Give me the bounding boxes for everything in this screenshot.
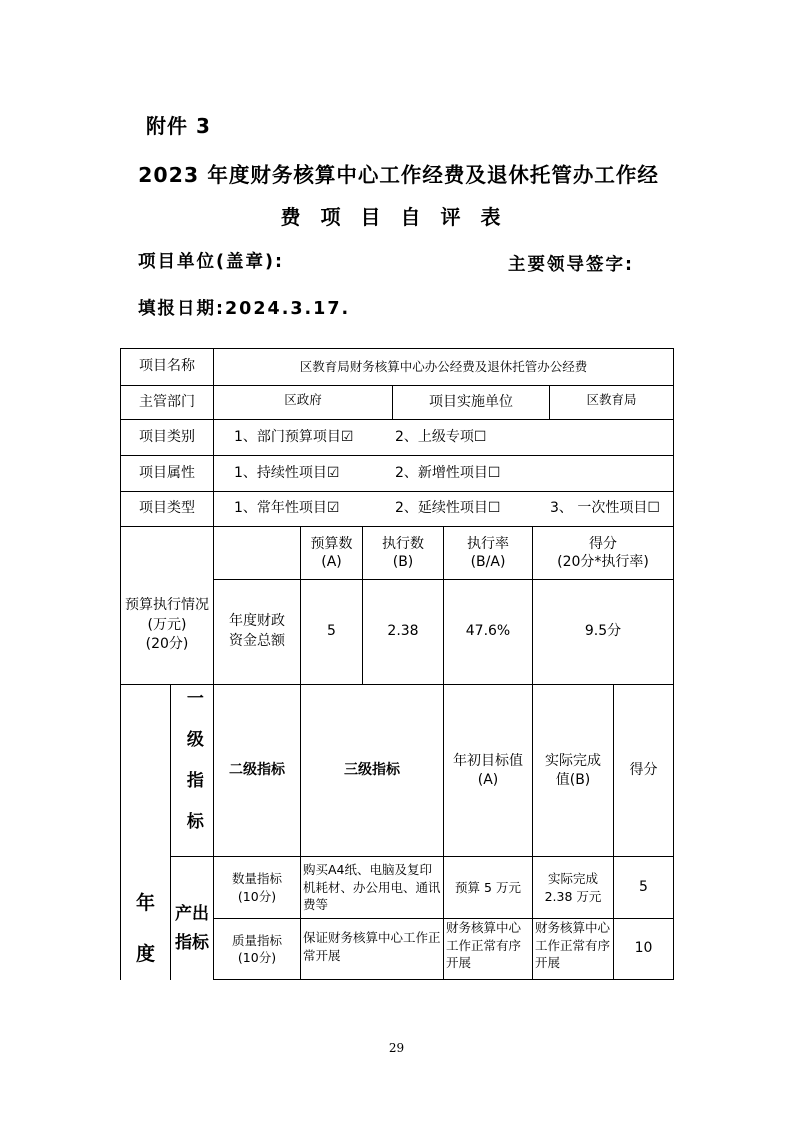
- col-rate-header: 执行率 (B/A): [467, 535, 509, 570]
- impl-unit-label: 项目实施单位: [429, 393, 513, 410]
- unit-label: 项目单位(盖章):: [138, 252, 284, 272]
- project-name-value: 区教育局财务核算中心办公经费及退休托管办公经费: [299, 359, 588, 375]
- dept-value: 区政府: [284, 392, 322, 407]
- quality-score: 10: [634, 940, 653, 957]
- category-option-1: 1、部门预算项目☑: [234, 428, 354, 445]
- quantity-score: 5: [639, 878, 648, 895]
- level1-label: 一级指标: [182, 688, 203, 853]
- type-option-1: 1、常年性项目☑: [234, 500, 340, 517]
- score-label: 得分: [629, 761, 658, 778]
- score-value: 9.5分: [584, 623, 622, 640]
- impl-unit-value: 区教育局: [586, 392, 637, 407]
- quality-indicator: 质量指标 (10分): [231, 932, 282, 965]
- col-budget-header: 预算数 (A): [310, 535, 353, 570]
- quality-actual: 财务核算中心工作正常有序开展: [535, 920, 611, 970]
- signature-label: 主要领导签字:: [508, 255, 634, 275]
- budget-value: 5: [327, 623, 336, 640]
- category-label: 项目类别: [139, 428, 195, 445]
- target-label: 年初目标值 (A): [453, 752, 523, 788]
- quantity-target: 预算 5 万元: [455, 879, 521, 895]
- title-line-1: 2023 年度财务核算中心工作经费及退休托管办工作经: [138, 163, 659, 187]
- date-label: 填报日期:2024.3.17.: [138, 299, 351, 319]
- type-option-2: 2、延续性项目☐: [395, 500, 501, 517]
- page-number: 29: [388, 1041, 405, 1055]
- year-label: 年 度: [135, 892, 155, 966]
- category-option-2: 2、上级专项☐: [395, 428, 487, 445]
- col-executed-header: 执行数 (B): [382, 535, 424, 570]
- attribute-option-2: 2、新增性项目☐: [395, 464, 501, 481]
- annual-total-label: 年度财政 资金总额: [229, 613, 285, 649]
- title-line-2: 费项目自评表: [280, 205, 521, 229]
- actual-label: 实际完成 值(B): [545, 752, 601, 788]
- dept-label: 主管部门: [139, 393, 195, 410]
- quantity-actual: 实际完成 2.38 万元: [544, 871, 602, 904]
- level3-label: 三级指标: [344, 761, 400, 778]
- type-option-3: 3、 一次性项目☐: [550, 500, 660, 517]
- col-score-header: 得分 (20分*执行率): [557, 535, 649, 570]
- level1-label-cell: [171, 685, 213, 856]
- quantity-detail: 购买A4纸、电脑及复印机耗材、办公用电、通讯费等: [303, 862, 441, 913]
- budget-section-label: 预算执行情况 (万元) (20分): [125, 597, 209, 653]
- executed-value: 2.38: [387, 623, 419, 640]
- quality-detail: 保证财务核算中心工作正常开展: [303, 930, 441, 963]
- quantity-indicator: 数量指标 (10分): [231, 871, 282, 904]
- level2-label: 二级指标: [229, 761, 285, 778]
- rate-value: 47.6%: [465, 623, 511, 640]
- type-label: 项目类型: [139, 500, 195, 517]
- attribute-label: 项目属性: [139, 464, 195, 481]
- attachment-label: 附件 3: [146, 114, 211, 138]
- attribute-option-1: 1、持续性项目☑: [234, 464, 340, 481]
- output-label: 产出 指标: [175, 903, 209, 953]
- project-name-label: 项目名称: [139, 358, 195, 375]
- quality-target: 财务核算中心工作正常有序开展: [446, 920, 522, 970]
